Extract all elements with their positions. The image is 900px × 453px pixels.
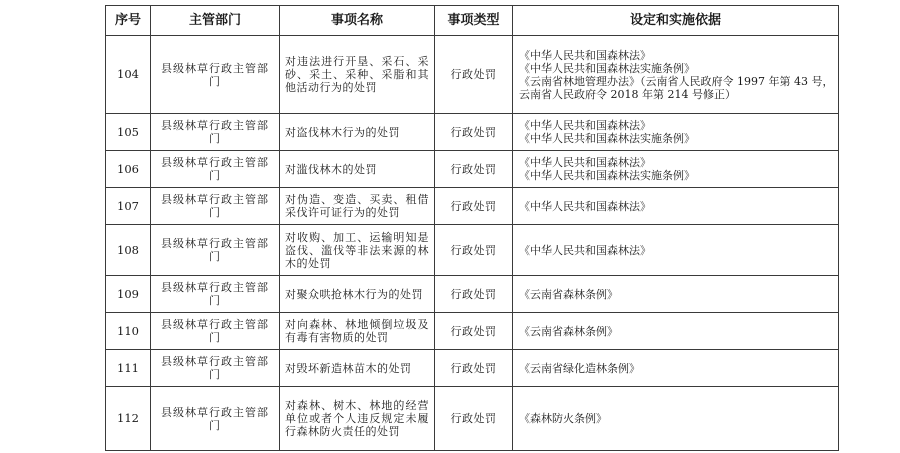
row-item-type: 行政处罚 (435, 313, 513, 350)
row-number: 112 (106, 387, 151, 451)
row-number: 108 (106, 225, 151, 276)
row-legal-basis (513, 188, 839, 225)
row-department: 县级林草行政主管部门 (151, 151, 280, 188)
header-department: 主管部门 (151, 6, 280, 36)
row-item-type: 行政处罚 (435, 36, 513, 114)
row-legal-basis (513, 350, 839, 387)
row-number: 106 (106, 151, 151, 188)
basis-line: 《中华人民共和国森林法》 (519, 119, 651, 132)
basis-line: 《中华人民共和国森林法实施条例》 (519, 132, 695, 145)
row-legal-basis (513, 387, 839, 451)
row-item-name: 对森林、树木、林地的经营单位或者个人违反规定未履行森林防火责任的处罚 (280, 387, 435, 451)
row-legal-basis (513, 276, 839, 313)
row-legal-basis (513, 313, 839, 350)
row-item-type: 行政处罚 (435, 114, 513, 151)
row-department: 县级林草行政主管部门 (151, 387, 280, 451)
row-legal-basis (513, 151, 839, 188)
row-number: 107 (106, 188, 151, 225)
row-department: 县级林草行政主管部门 (151, 36, 280, 114)
table-row (106, 188, 839, 225)
table-row (106, 350, 839, 387)
header-item-type: 事项类型 (435, 6, 513, 36)
row-item-name: 对违法进行开垦、采石、采砂、采土、采种、采脂和其他活动行为的处罚 (280, 36, 435, 114)
row-item-name: 对聚众哄抢林木行为的处罚 (280, 276, 435, 313)
row-item-name: 对毁坏新造林苗木的处罚 (280, 350, 435, 387)
row-department: 县级林草行政主管部门 (151, 114, 280, 151)
document-page (105, 5, 839, 451)
basis-line: 《中华人民共和国森林法实施条例》 (519, 61, 695, 75)
basis-line: 《中华人民共和国森林法实施条例》 (519, 169, 695, 182)
row-legal-basis (513, 225, 839, 276)
row-item-type: 行政处罚 (435, 225, 513, 276)
basis-line: 《中华人民共和国森林法》 (519, 243, 651, 257)
header-serial-number: 序号 (106, 6, 151, 36)
basis-line: 《中华人民共和国森林法》 (519, 156, 651, 169)
row-department: 县级林草行政主管部门 (151, 225, 280, 276)
row-item-type: 行政处罚 (435, 350, 513, 387)
row-item-name: 对向森林、林地倾倒垃圾及有毒有害物质的处罚 (280, 313, 435, 350)
row-item-name: 对盗伐林木行为的处罚 (280, 114, 435, 151)
row-item-type: 行政处罚 (435, 276, 513, 313)
row-item-type: 行政处罚 (435, 387, 513, 451)
row-item-type: 行政处罚 (435, 151, 513, 188)
table-row (106, 313, 839, 350)
basis-line: 《云南省森林条例》 (519, 324, 618, 338)
row-item-name: 对伪造、变造、买卖、租借采伐许可证行为的处罚 (280, 188, 435, 225)
row-department: 县级林草行政主管部门 (151, 188, 280, 225)
basis-line: 《中华人民共和国森林法》 (519, 199, 651, 213)
row-number: 110 (106, 313, 151, 350)
row-item-type: 行政处罚 (435, 188, 513, 225)
table-row (106, 276, 839, 313)
row-item-name: 对收购、加工、运输明知是盗伐、滥伐等非法来源的林木的处罚 (280, 225, 435, 276)
row-item-name: 对滥伐林木的处罚 (280, 151, 435, 188)
table-header-row (106, 6, 839, 36)
basis-line: 《云南省森林条例》 (519, 287, 618, 301)
basis-line: 《云南省绿化造林条例》 (519, 361, 640, 375)
row-number: 105 (106, 114, 151, 151)
items-table (105, 5, 839, 451)
table-row (106, 114, 839, 151)
row-number: 104 (106, 36, 151, 114)
row-number: 109 (106, 276, 151, 313)
table-row (106, 36, 839, 114)
header-item-name: 事项名称 (280, 6, 435, 36)
basis-line: 《中华人民共和国森林法》 (519, 48, 651, 62)
table-row (106, 151, 839, 188)
row-number: 111 (106, 350, 151, 387)
table-row (106, 387, 839, 451)
row-department: 县级林草行政主管部门 (151, 313, 280, 350)
row-legal-basis (513, 114, 839, 151)
header-legal-basis: 设定和实施依据 (513, 6, 839, 36)
basis-line: 《森林防火条例》 (519, 412, 607, 425)
table-row (106, 225, 839, 276)
row-legal-basis (513, 36, 839, 114)
basis-line: 《云南省林地管理办法》（云南省人民政府令 1997 年第 43 号，云南省人民政府令 2018 年第 214 号修正） (519, 74, 834, 101)
row-department: 县级林草行政主管部门 (151, 276, 280, 313)
row-department: 县级林草行政主管部门 (151, 350, 280, 387)
